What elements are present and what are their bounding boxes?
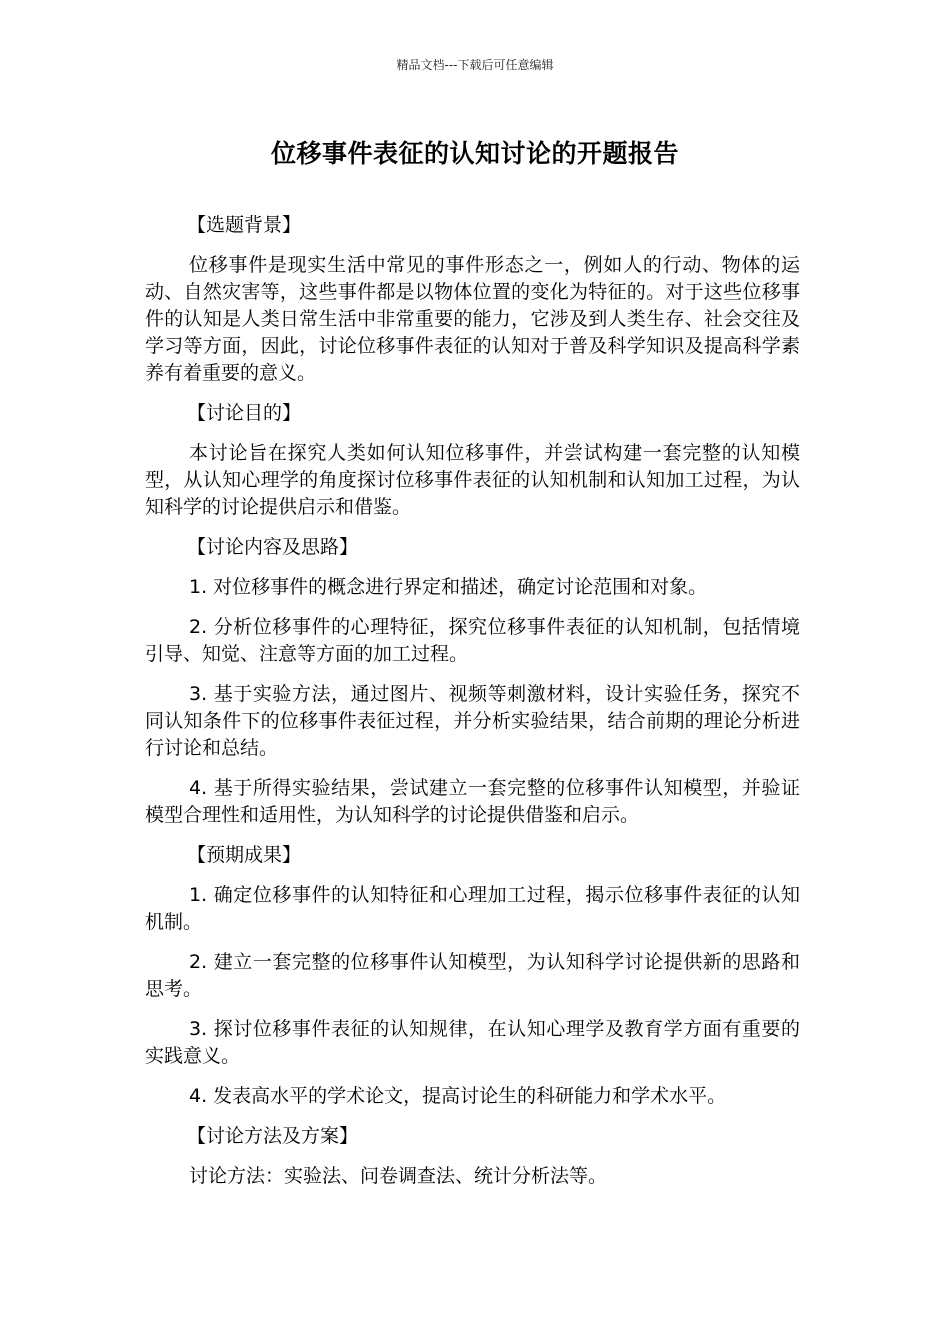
paragraph-background: 位移事件是现实生活中常见的事件形态之一，例如人的行动、物体的运动、自然灾害等，这些事件都是以物体位置的变化为特征的。对于这些位移事件的认知是人类日常生活中非常重要的能力，它涉及到人类生存、社会交往及学习等方面，因此，讨论位移事件表征的认知对于普及科学知识及提高科学素养有着重要的意义。 (145, 254, 800, 384)
page-header-note: 精品文档---下载后可任意编辑 (396, 58, 554, 72)
list-item-content-2: 2. 分析位移事件的心理特征，探究位移事件表征的认知机制，包括情境引导、知觉、注意等方面的加工过程。 (145, 616, 800, 665)
list-item-content-1: 1. 对位移事件的概念进行界定和描述，确定讨论范围和对象。 (189, 576, 708, 598)
section-heading-content: 【讨论内容及思路】 (187, 536, 359, 558)
list-item-outcome-3: 3. 探讨位移事件表征的认知规律，在认知心理学及教育学方面有重要的实践意义。 (145, 1018, 800, 1067)
paragraph-purpose: 本讨论旨在探究人类如何认知位移事件，并尝试构建一套完整的认知模型，从认知心理学的角度探讨位移事件表征的认知机制和认知加工过程，为认知科学的讨论提供启示和借鉴。 (145, 442, 800, 518)
list-item-outcome-2: 2. 建立一套完整的位移事件认知模型，为认知科学讨论提供新的思路和思考。 (145, 951, 800, 1000)
document-body (145, 212, 800, 1203)
list-item-outcome-1: 1. 确定位移事件的认知特征和心理加工过程，揭示位移事件表征的认知机制。 (145, 884, 800, 933)
list-item-content-4: 4. 基于所得实验结果，尝试建立一套完整的位移事件认知模型，并验证模型合理性和适用性，为认知科学的讨论提供借鉴和启示。 (145, 777, 800, 826)
section-heading-methods: 【讨论方法及方案】 (187, 1125, 359, 1147)
list-item-content-3: 3. 基于实验方法，通过图片、视频等刺激材料，设计实验任务，探究不同认知条件下的位移事件表征过程，并分析实验结果，结合前期的理论分析进行讨论和总结。 (145, 683, 800, 759)
section-heading-outcomes: 【预期成果】 (187, 844, 302, 866)
document-title: 位移事件表征的认知讨论的开题报告 (270, 139, 679, 168)
section-heading-purpose: 【讨论目的】 (187, 402, 302, 424)
list-item-outcome-4: 4. 发表高水平的学术论文，提高讨论生的科研能力和学术水平。 (189, 1085, 727, 1107)
section-heading-background: 【选题背景】 (187, 214, 302, 236)
paragraph-methods: 讨论方法：实验法、问卷调查法、统计分析法等。 (189, 1165, 608, 1187)
